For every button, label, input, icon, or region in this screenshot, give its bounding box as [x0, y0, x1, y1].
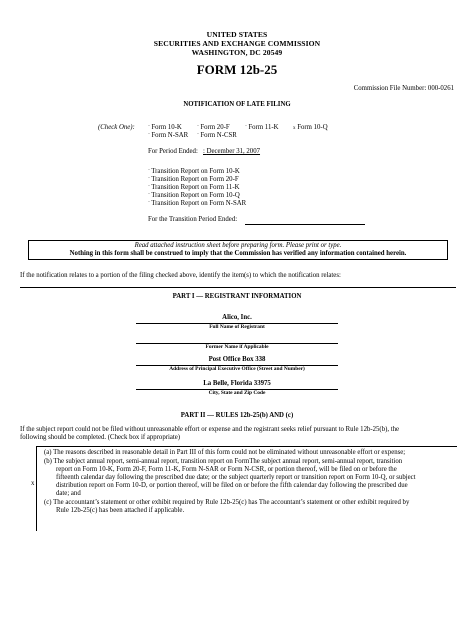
checkbox-form-10q[interactable]: x Form 10-Q: [293, 124, 328, 131]
transition-report-10k[interactable]: ¨ Transition Report on Form 10-K: [148, 168, 240, 175]
transition-period-field[interactable]: [245, 224, 365, 225]
city-caption: City, State and Zip Code: [208, 390, 266, 396]
transition-report-10q[interactable]: ¨ Transition Report on Form 10-Q: [148, 192, 240, 199]
registrant-name: Alico, Inc.: [222, 314, 252, 321]
transition-period-label: For the Transition Period Ended:: [148, 216, 238, 223]
part2-item-c: (c) The accountant’s statement or other exhibit required by Rule 12b-25(c) has The accountant’s statement or other exhibit required by: [44, 499, 410, 506]
instruction-box: [28, 240, 448, 260]
commission-file-number: Commission File Number: 000-0261: [353, 85, 454, 92]
checkbox-form-10k[interactable]: ¨ Form 10-K: [148, 124, 182, 131]
part2-checkbox[interactable]: x: [31, 480, 35, 487]
part2-item-b: (b) The subject annual report, semi-annual report, transition report on FormThe subject annual report, semi-annual report, transition: [44, 458, 403, 465]
checkbox-form-11k[interactable]: ¨ Form 11-K: [245, 124, 279, 131]
address-value: Post Office Box 338: [208, 356, 266, 363]
check-one-label: (Check One):: [98, 124, 135, 131]
section-divider: [20, 287, 456, 288]
checkbox-form-nsar[interactable]: ¨ Form N-SAR: [148, 132, 189, 139]
instruction-line-1: Read attached instruction sheet before preparing form. Please print or type.: [134, 242, 342, 249]
part2-intro-line-2: following should be completed. (Check box if appropriate): [20, 434, 181, 441]
transition-report-11k[interactable]: ¨ Transition Report on Form 11-K: [148, 184, 240, 191]
registrant-name-caption: Full Name of Registrant: [209, 324, 265, 330]
portion-note: If the notification relates to a portion of the filing checked above, identify the item(s) to which the notification relates:: [20, 272, 341, 279]
commission-address: WASHINGTON, DC 20549: [191, 48, 283, 57]
part2-item-b-line-4: distribution report on Form 10-D, or portion thereof, will be filed on or before the fifth calendar day following the prescribed due: [56, 482, 408, 489]
commission-name: SECURITIES AND EXCHANGE COMMISSION: [153, 39, 321, 48]
part2-item-b-line-2: report on Form 10-K, Form 20-F, Form 11-K, Form N-SAR or Form N-CSR, or portion thereof, will be filed on or before the: [56, 466, 397, 473]
part2-item-b-line-5: date; and: [56, 490, 81, 497]
transition-report-20f[interactable]: ¨ Transition Report on Form 20-F: [148, 176, 239, 183]
period-ended-value: : December 31, 2007: [203, 148, 261, 155]
period-ended-label: For Period Ended:: [148, 148, 198, 155]
transition-report-nsar[interactable]: ¨ Transition Report on Form N-SAR: [148, 200, 247, 207]
notification-title: NOTIFICATION OF LATE FILING: [183, 101, 291, 108]
part2-item-b-line-3: fifteenth calendar day following the prescribed due date; or the subject quarterly report or transition report on Form 10-Q, or subject: [56, 474, 416, 481]
form-title: FORM 12b-25: [196, 62, 278, 77]
address-caption: Address of Principal Executive Office (Street and Number): [169, 366, 305, 372]
part2-title: PART II — RULES 12b-25(b) AND (c): [180, 412, 294, 419]
instruction-line-2: Nothing in this form shall be construed to imply that the Commission has verified any information contained herein.: [69, 250, 407, 257]
part2-item-a: (a) The reasons described in reasonable detail in Part III of this form could not be eliminated without unreasonable effort or expense;: [44, 449, 406, 456]
former-name-caption: Former Name if Applicable: [205, 344, 269, 350]
part1-title: PART I — REGISTRANT INFORMATION: [172, 293, 302, 300]
part2-item-c-line-2: Rule 12b-25(c) has been attached if applicable.: [56, 507, 185, 514]
agency-name: UNITED STATES: [206, 30, 268, 39]
checkbox-form-20f[interactable]: ¨ Form 20-F: [197, 124, 230, 131]
city-state-zip: La Belle, Florida 33975: [203, 380, 271, 387]
part2-intro-line-1: If the subject report could not be filed without unreasonable effort or expense and the registrant seeks relief pursuant to Rule 12b-25(b), the: [20, 426, 400, 433]
checkbox-form-ncsr[interactable]: ¨ Form N-CSR: [197, 132, 237, 139]
